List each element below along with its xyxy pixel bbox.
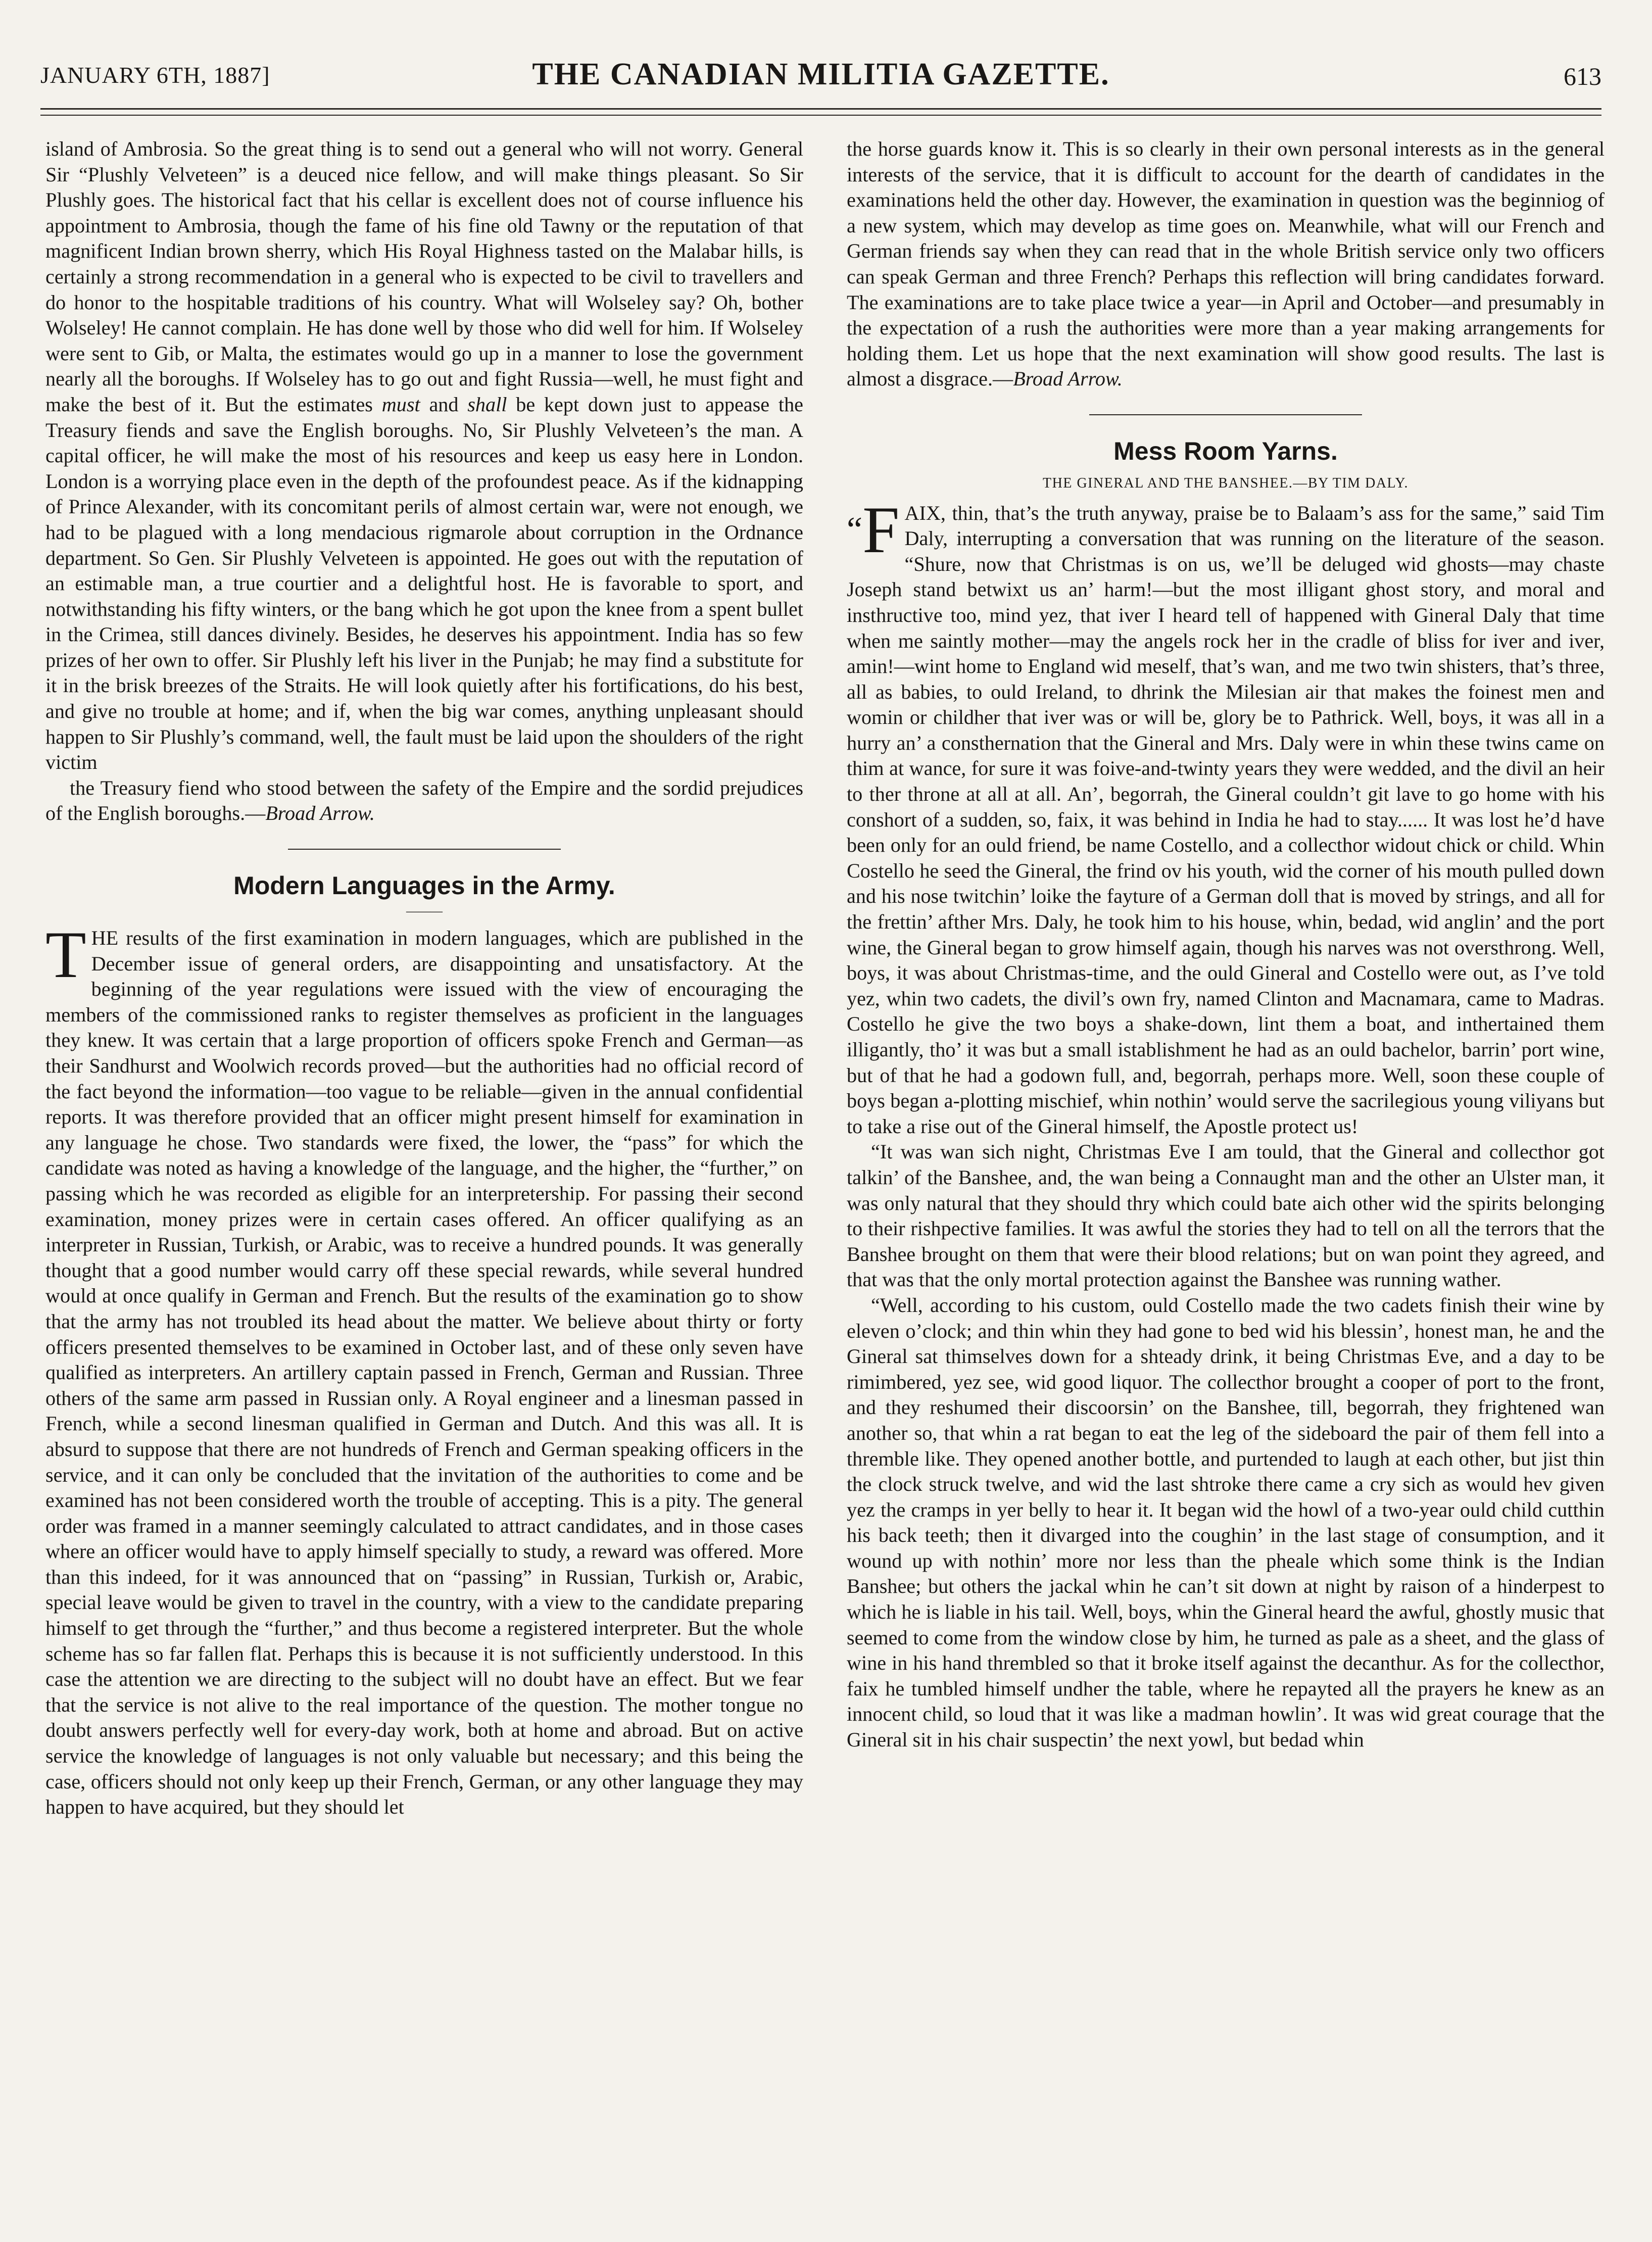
section-divider xyxy=(1089,414,1362,415)
page-header xyxy=(40,51,1601,106)
drop-cap: T xyxy=(45,917,86,992)
issue-date: JANUARY 6TH, 1887] xyxy=(40,62,270,88)
section-heading-mess-room-yarns: Mess Room Yarns. xyxy=(1113,436,1338,465)
yarn-paragraph-1: “F AIX, thin, that’s the truth anyway, praise be to Balaam’s ass for the same,” said Tim Daly, interrupting a conversation that was running on the literature of the season. “Shure, now that Christmas is on us, we’ll be deluged wid ghosts—may chaste Joseph stand betwixt us an’ harm!—but the most illigant ghost story, and moral and insthructive too, mind yez, that iver I heard tell of happened with Gineral Daly that time when me saintly mother—may the angels rock her in the cradle of bliss for iver and iver, amin!—wint home to England wid meself, that’s wan, and me two twin shisters, that’s three, all as babies, to ould Ireland, to dhrink the Milesian air that makes the foinest men and womin or childher that iver was or will be, glory be to Pathrick. Well, boys, it was all in a hurry an’ a consthernation that the Gineral and Mrs. Daly were in whin these twins came on thim at wance, for sure it was foive-and-twinty years they were wedded, and the divil an heir to ther throne at all at all. An’, begorrah, the Gineral couldn’t git lave to go home with his conshort of a sudden, so, faix, it was behind in India he had to stay...... It was lost he’d have been only for an ould friend, be name Costello, and a collecthor widout chick or child. Whin Costello he seed the Gineral, the frind ov his youth, wid the corner of his mouth pulled down and his nose twitchin’ loike the fayture of a German doll that is moved by strings, and all for the frettin’ afther Mrs. Daly, he took him to his house, whin, bedad, wid anglin’ and the port wine, the Gineral began to grow himself again, though his narves was not oversthrong. Well, boys, it was about Christmas-time, and the ould Gineral and Costello were out, as I’ve told yez, whin two cadets, the divil’s own fry, named Clinton and Macnamara, came to Madras. Costello he give the two boys a shake-down, lint them a boat, and inthertained them illigantly, tho’ it was but a small istablishment he had as an ould bachelor, barrin’ port wine, but of that he had a godown full, and, begorrah, perhaps more. Well, soon these couple of boys began a-plotting mischief, whin nothin’ would serve the sacrilegious young viliyans but to take a rise out of the Gineral himself, the Apostle protect us! xyxy=(847,492,1605,1138)
source-citation: Broad Arrow. xyxy=(1013,367,1123,391)
heading-dash: ——— xyxy=(406,905,443,918)
modern-languages-continued: the horse guards know it. This is so clearly in their own personal interests as in the general interests of the service, that it is difficult to account for the dearth of candidates in the examinations held the other day. However, the examination in question was the beginniog of a new system, which may develop as time goes on. Meanwhile, what will our French and German friends say when they can read that in the whole British service only two officers can speak German and three French? Perhaps this reflection will bring candidates forward. The examinations are to take place twice a year—in April and October—and presumably in the expectation of a rush the authorities were more than a year making arrangements for holding them. Let us hope that the next examination will show good results. The last is almost a disgrace.—Broad Arrow. xyxy=(847,137,1605,391)
header-rule xyxy=(40,108,1601,116)
section-divider xyxy=(288,849,561,850)
modern-languages-body: THE results of the first examination in modern languages, which are published in the December issue of general orders, are disappointing and unsatisfactory. At the beginning of the year regulations were issued with the view of encouraging the members of the commissioned ranks to register themselves as proficient in the languages they knew. It was certain that a large proportion of officers spoke French and German—as their Sandhurst and Woolwich records proved—but the authorities had no official record of the fact beyond the information—too vague to be reliable—given in the annual confidential reports. It was therefore provided that an officer might present himself for examination in any language he chose. Two standards were fixed, the lower, the “pass” for which the candidate was noted as having a knowledge of the language, and the higher, the “further,” on passing which he was recorded as eligible for an interpretership. For passing their second examination, money prizes were in certain cases offered. An officer qualifying as an interpreter in Russian, Turkish, or Arabic, was to receive a hundred pounds. It was generally thought that a good number would carry off these special rewards, while several hundred would at once qualify in German and French. But the results of the examination go to show that the army has not troubled its head about the matter. We believe about thirty or forty officers presented themselves to be examined in October last, and of these only seven have qualified as interpreters. An artillery captain passed in French, German and Russian. Three others of the same arm passed in Russian only. A Royal engineer and a linesman passed in French, while a second linesman qualified in German and Dutch. And this was all. It is absurd to suppose that there are not hundreds of French and German speaking officers in the service, and it can only be concluded that the invitation of the authorities to come and be examined has not been considered worth the trouble of accepting. This is a pity. The general order was framed in a manner seemingly calculated to attract candidates, and in those cases where an officer would have to apply himself specially to study, a reward was offered. More than this indeed, for it was announced that on “passing” in Russian, Turkish or, Arabic, special leave would be given to travel in the country, with a view to the candidate preparing himself to get through the “further,” and thus become a registered interpreter. But the whole scheme has so far fallen flat. Perhaps this is because it is not sufficiently understood. In this case the attention we are directing to the subject will no doubt have an effect. But we fear that the service is not alive to the real importance of the question. The mother tongue no doubt answers perfectly well for every-day work, both at home and abroad. But on active service the knowledge of languages is not only valuable but necessary; and this being the case, officers should not only keep up their French, German, or any other language they may happen to have acquired, but they should let xyxy=(45,917,803,1819)
source-citation: Broad Arrow. xyxy=(265,802,375,825)
page-number: 613 xyxy=(1564,62,1601,90)
left-column xyxy=(45,136,803,2186)
section-heading-modern-languages: Modern Languages in the Army. xyxy=(233,871,615,900)
publication-title: THE CANADIAN MILITIA GAZETTE. xyxy=(532,57,1110,91)
drop-cap: “F xyxy=(847,492,900,567)
story-subheading: THE GINERAL AND THE BANSHEE.—BY TIM DALY. xyxy=(1043,475,1408,491)
yarn-paragraph-2: “It was wan sich night, Christmas Eve I am tould, that the Gineral and collecthor got talkin’ of the Banshee, and, the wan being a Connaught man and the other an Ulster man, it was only natural that they should thry which could bate aich other wid the spirits belonging to their rishpective families. It was awful the stories they had to tell on all the terrors that the Banshee brought on them that were their blood relations; but on wan point they agreed, and that was that the only mortal protection against the Banshee was running wather. xyxy=(847,1140,1605,1291)
article-conclusion: the Treasury fiend who stood between the safety of the Empire and the sordid prejudices of the English boroughs.—Broad Arrow. xyxy=(45,776,803,825)
yarn-paragraph-3: “Well, according to his custom, ould Costello made the two cadets finish their wine by eleven o’clock; and thin whin they had gone to bed wid his blessin’, honest man, he and the Gineral sat thimselves down for a shteady drink, it being Christmas Eve, and a day to be rimimbered, yez see, wid good liquor. The collecthor brought a cooper of port to the front, and they reshumed their discoorsin’ on the Banshee, till, begorrah, they frightened wan another so, that whin a rat began to eat the leg of the sideboard the pair of them fell into a thremble like. They opened another bottle, and purtended to laugh at each other, but jist thin the clock struck twelve, and wid the last shtroke there came a cry sich as would hev given yez the cramps in yer belly to hear it. It began wid the howl of a two-year ould child cutthin his back teeth; then it divarged into the coughin’ in the last stage of consumption, and it wound up with nothin’ more nor less than the pheale which some think is the Indian Banshee; but others the jackal whin he can’t sit down at night by raison of a hinderpest to which he is liable in his tail. Well, boys, whin the Gineral heard the awful, ghostly music that seemed to come from the window close by him, he turned as pale as a sheet, and the glass of wine in his hand thrembled so that it broke itself against the decanthur. As for the collecthor, faix he tumbled himself undher the table, where he repayted all the prayers he knew as an innocent child, so loud that it was like a madman howlin’. It was wid great courage that the Gineral sit in his chair suspectin’ the next yowl, but bedad whin xyxy=(847,1293,1605,1751)
right-column xyxy=(847,136,1605,2186)
article-continuation: island of Ambrosia. So the great thing is to send out a general who will not worry. General Sir “Plushly Velveteen” is a deuced nice fellow, and will make things pleasant. So Sir Plushly goes. The historical fact that his cellar is excellent does not of course influence his appointment to Ambrosia, though the fame of his fine old Tawny or the reputation of that magnificent Indian brown sherry, which His Royal Highness tasted on the Malabar hills, is certainly a strong recommendation in a general who is expected to be civil to travellers and do honor to the hospitable traditions of his country. What will Wolseley say? Oh, bother Wolseley! He cannot complain. He has done well by those who did well for him. If Wolseley were sent to Gib, or Malta, the estimates would go up in a manner to lose the government nearly all the boroughs. If Wolseley has to go out and fight Russia—well, he must fight and make the best of it. But the estimates must and shall be kept down just to appease the Treasury fiends and save the English boroughs. No, Sir Plushly Velveteen’s the man. A capital officer, he will make the most of his resources and keep us easy here in London. London is a worrying place even in the depth of the profoundest peace. As if the kidnapping of Prince Alexander, with its concomitant perils of almost certain war, were not enough, we had to be plagued with a long mendacious rigmarole about corruption in the Ordnance department. So Gen. Sir Plushly Velveteen is appointed. He goes out with the reputation of an estimable man, a true courtier and a delightful host. He is favorable to sport, and notwithstanding his fifty winters, or the bang which he got upon the knee from a spent bullet in the Crimea, still dances divinely. Besides, he deserves his appointment. India has so few prizes of her own to offer. Sir Plushly left his liver in the Punjab; he may find a substitute for it in the brisk breezes of the Straits. He will look quietly after his fortifications, do his best, and give no trouble at home; and if, when the big war comes, anything unpleasant should happen to Sir Plushly’s command, well, the fault must be laid upon the shoulders of the right victim xyxy=(45,137,803,774)
